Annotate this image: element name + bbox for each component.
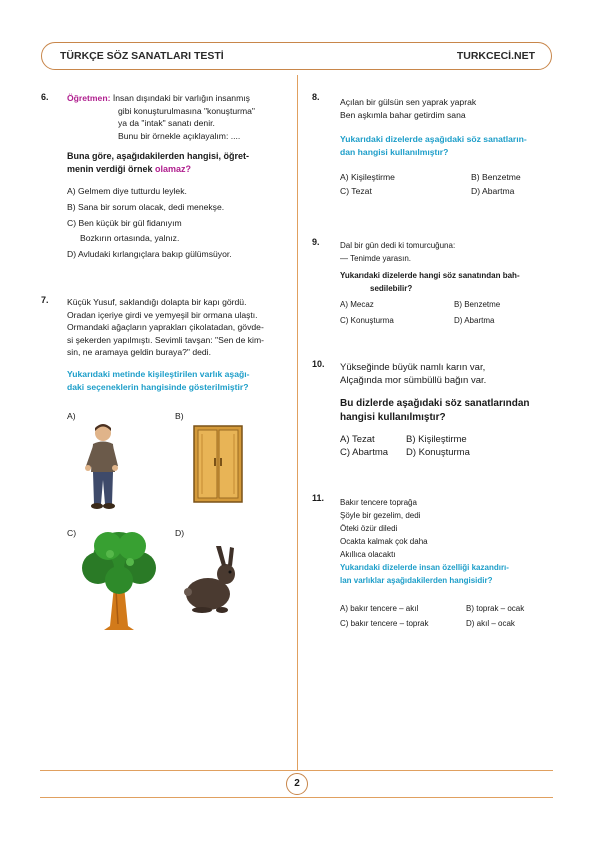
q9-question: Yukarıdaki dizelerde hangi söz sanatından bah- sedilebilir? <box>340 271 520 293</box>
q11-option-d[interactable]: D) akıl – ocak <box>466 619 515 628</box>
q11-option-c[interactable]: C) bakır tencere – toprak <box>340 619 429 628</box>
q10-lines: Yükseğinde büyük namlı karın var, Alçağında mor sümbüllü bağın var. <box>340 362 487 386</box>
q8-option-d[interactable]: D) Abartma <box>471 186 515 196</box>
footer-line-bottom <box>40 797 553 798</box>
rabbit-image[interactable] <box>182 544 240 616</box>
q10-option-b[interactable]: B) Kişileştirme <box>406 434 467 445</box>
q6-negation: olamaz? <box>155 163 192 174</box>
q9-option-d[interactable]: D) Abartma <box>454 316 495 325</box>
boy-image[interactable] <box>82 422 124 510</box>
q11-option-a[interactable]: A) bakır tencere – akıl <box>340 604 419 613</box>
q6-option-d[interactable]: D) Avludaki kırlangıçlara bakıp gülümsüyor. <box>67 249 232 259</box>
test-title: TÜRKÇE SÖZ SANATLARI TESTİ <box>60 50 224 62</box>
page-header <box>41 42 552 70</box>
q10-option-a[interactable]: A) Tezat <box>340 434 375 445</box>
q9-lines: Dal bir gün dedi ki tomurcuğuna: — Tenimde yarasın. <box>340 241 456 263</box>
q8-question: Yukarıdaki dizelerde aşağıdaki söz sanatların- dan hangisi kullanılmıştır? <box>340 134 527 157</box>
q8-option-b[interactable]: B) Benzetme <box>471 172 521 182</box>
q10-option-d[interactable]: D) Konuşturma <box>406 447 470 458</box>
q6-option-c[interactable]: C) Ben küçük bir gül fidanıyım <box>67 218 182 228</box>
q7-text: Küçük Yusuf, saklandığı dolapta bir kapı gördü. Oradan içeriye girdi ve yemyeşil bir ormana ulaştı. Ormandaki ağaçların yaprakları çikolatadan, gövde- si şekerden yapılmıştı. Sevimli tavşan: "Sen de kim- sin, ne aramaya geldin buraya?" dedi. <box>67 297 264 357</box>
q8-option-a[interactable]: A) Kişileştirme <box>340 172 395 182</box>
q6-number: 6. <box>41 92 49 102</box>
q9-number: 9. <box>312 237 320 247</box>
tree-image[interactable] <box>80 528 158 632</box>
q11-lines: Bakır tencere toprağa Şöyle bir gezelim, dedi Öteki özür diledi Ocakta kalmak çok daha Akıllıca olacaktı <box>340 498 428 559</box>
q9-option-a[interactable]: A) Mecaz <box>340 300 374 309</box>
q9-option-b[interactable]: B) Benzetme <box>454 300 501 309</box>
q7-question: Yukarıdaki metinde kişileştirilen varlık aşağı- daki seçeneklerin hangisinde gösterilmiştir? <box>67 369 250 392</box>
q10-question: Bu dizlerde aşağıdaki söz sanatlarından hangisi kullanılmıştır? <box>340 398 530 423</box>
q10-option-c[interactable]: C) Abartma <box>340 447 389 458</box>
q6-teacher-label: Öğretmen: <box>67 93 111 103</box>
q6-question: Buna göre, aşağıdakilerden hangisi, öğret- menin verdiği örnek olamaz? <box>67 151 250 174</box>
wardrobe-image[interactable] <box>192 424 244 504</box>
q7-label-b[interactable]: B) <box>175 411 184 421</box>
q8-number: 8. <box>312 92 320 102</box>
q7-label-d[interactable]: D) <box>175 528 185 538</box>
q7-number: 7. <box>41 295 49 305</box>
q11-number: 11. <box>312 493 325 503</box>
q7-label-a[interactable]: A) <box>67 411 76 421</box>
q10-number: 10. <box>312 359 325 369</box>
q11-question: Yukarıdaki dizelerde insan özelliği kazandırı- lan varlıklar aşağıdakilerden hangisidir? <box>340 563 509 585</box>
q6-option-c-line2: Bozkırın ortasında, yalnız. <box>80 233 180 243</box>
q9-option-c[interactable]: C) Konuşturma <box>340 316 394 325</box>
q6-option-b[interactable]: B) Sana bir sorum olacak, dedi menekşe. <box>67 202 225 212</box>
q8-lines: Açılan bir gülsün sen yaprak yaprak Ben aşkımla bahar getirdim sana <box>340 97 477 120</box>
column-divider <box>297 75 298 770</box>
page-number: 2 <box>286 773 308 795</box>
q6-intro: Öğretmen: İnsan dışındaki bir varlığın insanmış gibi konuşturulmasına "konuşturma" ya da "intak" sanatı denir. Bunu bir örnekle açıklayalım: .... <box>67 93 255 141</box>
q8-option-c[interactable]: C) Tezat <box>340 186 372 196</box>
footer-line <box>40 770 553 771</box>
q11-option-b[interactable]: B) toprak – ocak <box>466 604 525 613</box>
q6-option-a[interactable]: A) Gelmem diye tutturdu leylek. <box>67 186 187 196</box>
q7-label-c[interactable]: C) <box>67 528 77 538</box>
site-name: TURKCECİ.NET <box>456 50 535 62</box>
